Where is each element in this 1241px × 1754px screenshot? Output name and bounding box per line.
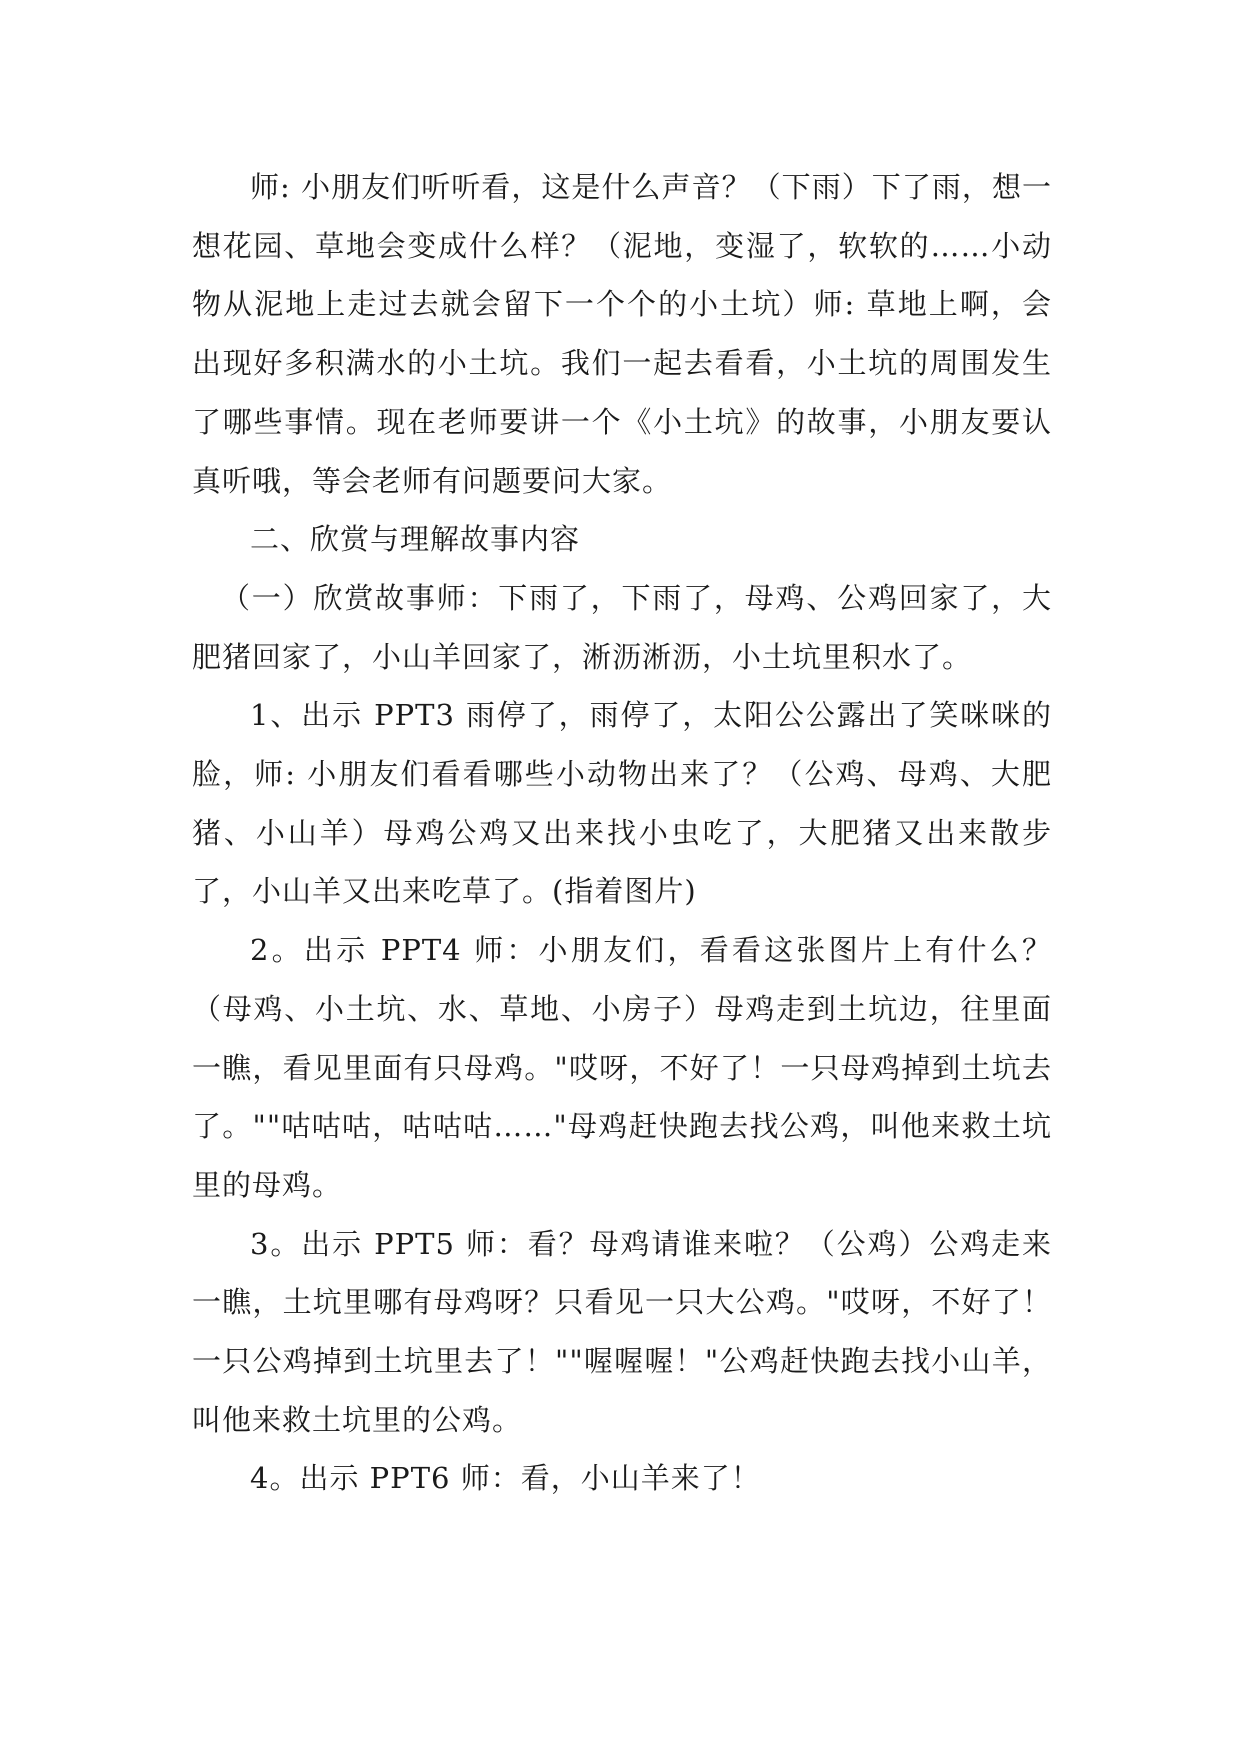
paragraph-story-listen: （一）欣赏故事师：下雨了，下雨了，母鸡、公鸡回家了，大肥猪回家了，小山羊回家了，淅沥淅沥，小土坑里积水了。 (192, 580, 1052, 674)
document-page (192, 158, 1052, 1508)
section-heading: 二、欣赏与理解故事内容 (250, 522, 581, 557)
paragraph-step-4: 4。出示 PPT6 师：看，小山羊来了！ (250, 1461, 761, 1496)
paragraph-step-1: 1、出示 PPT3 雨停了，雨停了，太阳公公露出了笑咪咪的脸，师: 小朋友们看看哪些小动物出来了？（公鸡、母鸡、大肥猪、小山羊）母鸡公鸡又出来找小虫吃了，大肥猪又出来散步了，小山羊又出来吃草了。(指着图片) (192, 698, 1052, 909)
paragraph-step-2: 2。出示 PPT4 师：小朋友们，看看这张图片上有什么？（母鸡、小土坑、水、草地、小房子）母鸡走到土坑边，往里面一瞧，看见里面有只母鸡。"哎呀，不好了！一只母鸡掉到土坑去了。""咕咕咕，咕咕咕……"母鸡赶快跑去找公鸡，叫他来救土坑里的母鸡。 (192, 933, 1052, 1202)
paragraph-step-3: 3。出示 PPT5 师：看？母鸡请谁来啦？（公鸡）公鸡走来一瞧，土坑里哪有母鸡呀？只看见一只大公鸡。"哎呀，不好了！一只公鸡掉到土坑里去了！""喔喔喔！"公鸡赶快跑去找小山羊，叫他来救土坑里的公鸡。 (192, 1226, 1052, 1437)
paragraph-intro: 师: 小朋友们听听看，这是什么声音？（下雨）下了雨，想一想花园、草地会变成什么样？（泥地，变湿了，软软的……小动物从泥地上走过去就会留下一个个的小土坑）师: 草地上啊，会出现好多积满水的小土坑。我们一起去看看，小土坑的周围发生了哪些事情。现在老师要讲一个《小土坑》的故事，小朋友要认真听哦，等会老师有问题要问大家。 (192, 170, 1052, 498)
